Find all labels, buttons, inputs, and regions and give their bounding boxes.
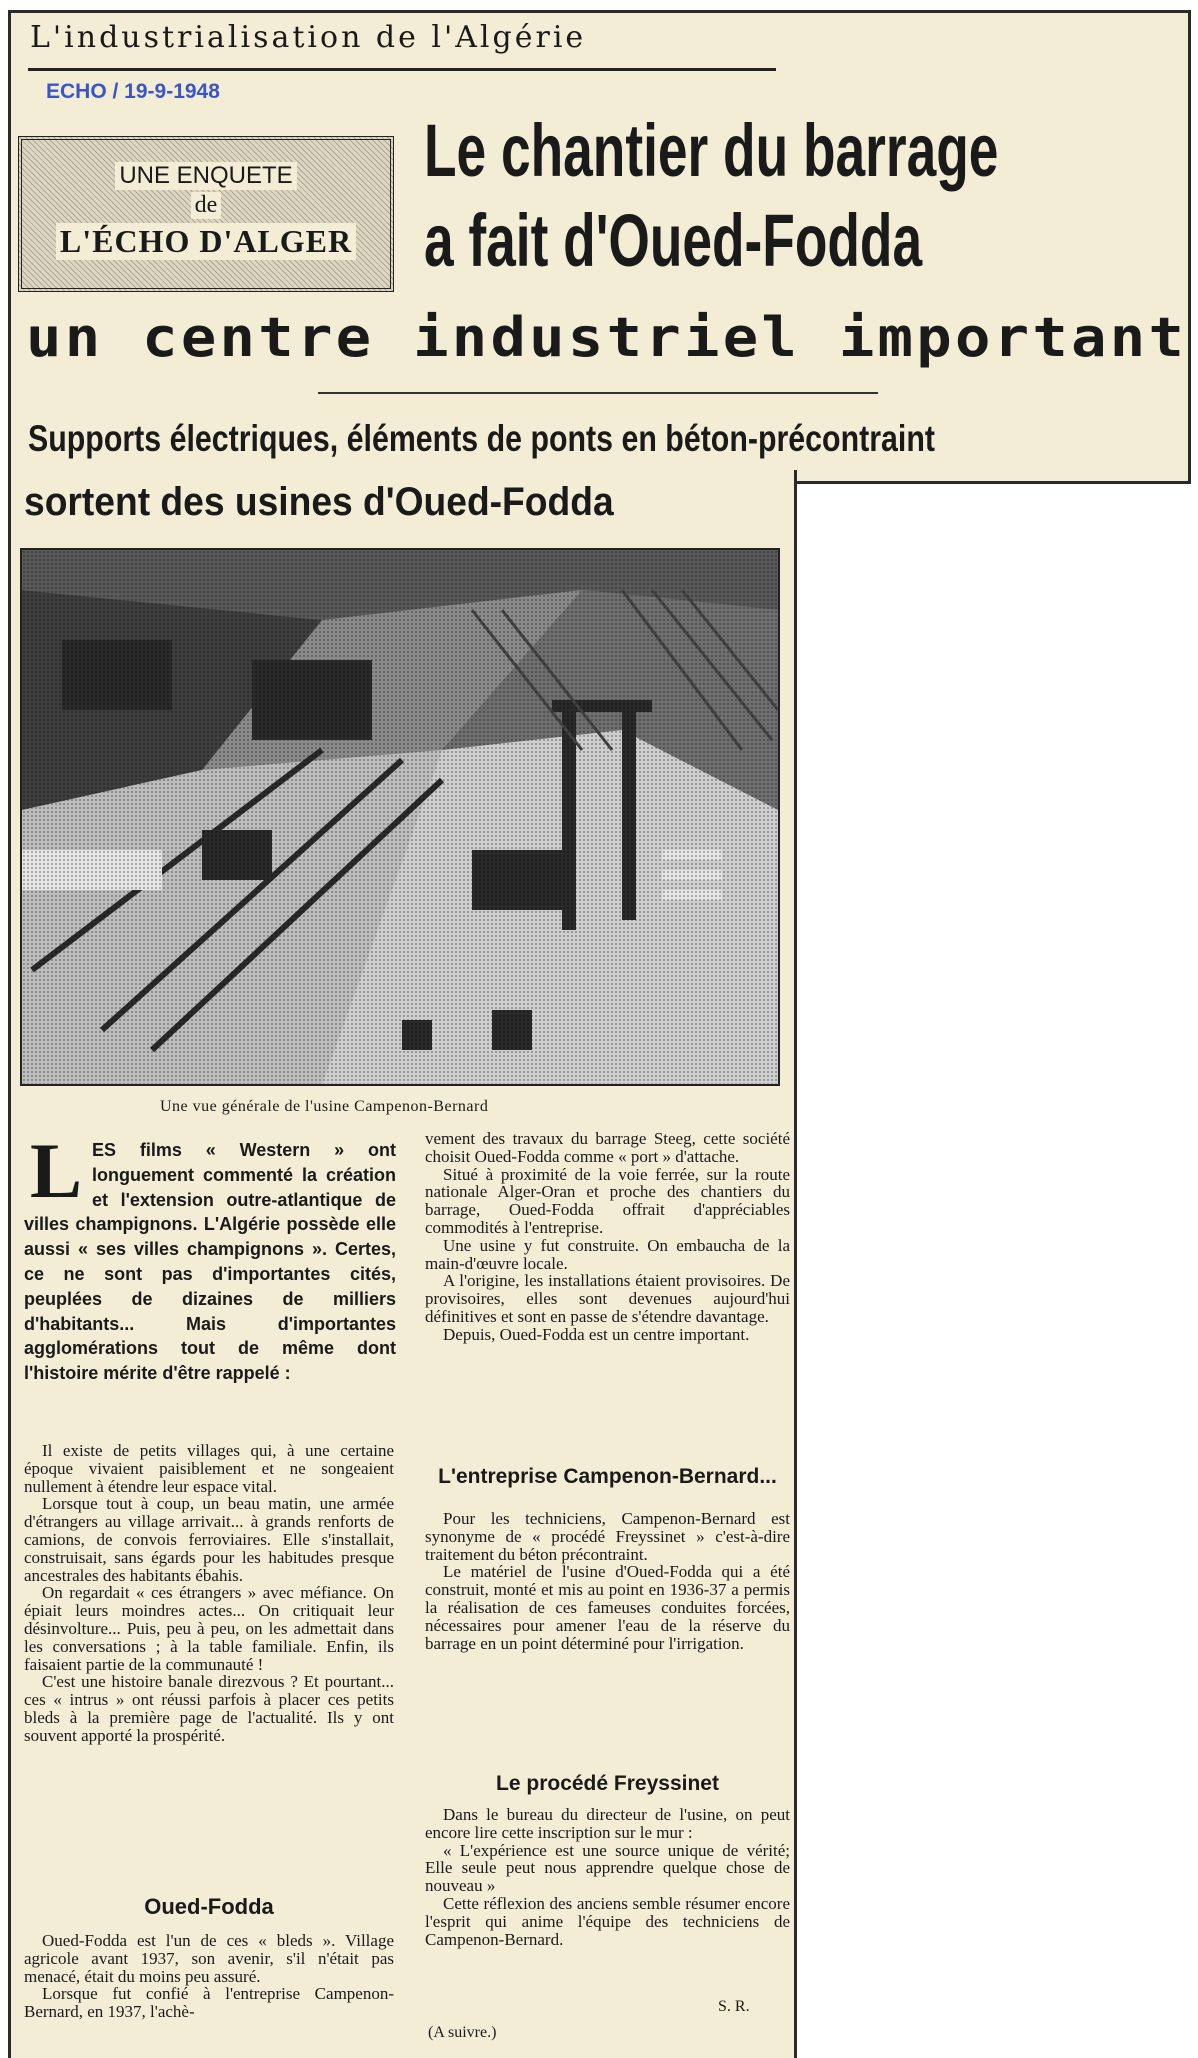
paragraph: Le matériel de l'usine d'Oued-Fodda qui a été construit, monté et mis au point en 1936-37 a permis la réalisation de ces fameuses conduites forcées, nécessaires pour amener l'eau de la réserve du barrage en un point déterminé pour l'irrigation. [425,1562,790,1653]
paragraph: Situé à proximité de la voie ferrée, sur la route nationale Alger-Oran et proche des chantiers du barrage, Oued-Fodda offrait d'appréciables commodités à l'entreprise. [425,1164,790,1237]
subhead-oued-fodda: Oued-Fodda [144,1894,274,1919]
paragraph: Dans le bureau du directeur de l'usine, on peut encore lire cette inscription sur le mur : [425,1805,790,1842]
right-column-body-2 [425,1510,790,1652]
paragraph: Depuis, Oued-Fodda est un centre important. [443,1324,750,1344]
paragraph: Il existe de petits villages qui, à une certaine époque vivaient paisiblement et ne songeaient nullement à étendre leur espace vital. [24,1441,394,1496]
right-column-body-3 [425,1806,790,1948]
section-title: L'industrialisation de l'Algérie [30,20,587,55]
newspaper-name: L'ÉCHO D'ALGER [56,223,356,260]
left-column-body [24,1442,394,1745]
enquete-de: de [191,192,222,219]
subheadline-2: sortent des usines d'Oued-Fodda [24,480,614,524]
enquete-box [18,136,394,292]
continued-note: (A suivre.) [428,2024,497,2041]
headline-line-2: a fait d'Oued-Fodda [424,199,923,282]
photo-caption: Une vue générale de l'usine Campenon-Bernard [160,1098,489,1115]
paragraph: Oued-Fodda est l'un de ces « bleds ». Village agricole avant 1937, son avenir, s'il n'était pas menacé, était du moins peu assuré. [24,1931,394,1986]
headline-line-3: un centre industriel important [26,306,1188,369]
paragraph: « L'expérience est une source unique de vérité; Elle seule peut nous apprendre quelque chose de nouveau » [425,1840,790,1896]
divider [318,392,878,394]
paragraph: Lorsque fut confié à l'entreprise Campenon-Bernard, en 1937, l'achè- [24,1984,394,2022]
author-signature: S. R. [718,1998,750,2015]
subheadline-1: Supports électriques, éléments de ponts en béton-précontraint [28,418,935,459]
headline [424,106,999,286]
right-column-body [425,1130,790,1344]
paragraph: Pour les techniciens, Campenon-Bernard est synonyme de « procédé Freyssinet » c'est-à-dire traitement du béton précontraint. [425,1509,790,1564]
left-column-body-2 [24,1932,394,2021]
factory-photo [20,548,780,1086]
paragraph: C'est une histoire banale direzvous ? Et pourtant... ces « intrus » ont réussi parfois à placer ces petits bleds à la première page de l'actualité. Ils y ont souvent apporté la prospérité. [24,1672,394,1745]
paragraph: Lorsque tout à coup, un beau matin, une armée d'étrangers au village arrivait... à grands renforts de camions, de convois ferroviaires. Elle s'installait, construisait, sans égards pour les habitudes presque ancestrales des habitants ébahis. [24,1494,394,1585]
paragraph: Cette réflexion des anciens semble résumer encore l'esprit qui anime l'équipe des techniciens de Campenon-Bernard. [425,1893,790,1949]
paragraph: On regardait « ces étrangers » avec méfiance. On épiait leurs moindres actes... On critiquait leur désinvolture... Puis, peu à peu, on les admettait dans les conversations ; à la table familiale. Enfin, ils faisaient partie de la communauté ! [24,1583,394,1674]
paragraph: vement des travaux du barrage Steeg, cette société choisit Oued-Fodda comme « port » d'attache. [425,1129,790,1166]
enquete-line: UNE ENQUETE [115,162,296,190]
lead-paragraph [24,1127,396,1386]
drop-cap: L [30,1127,83,1214]
paragraph: Une usine y fut construite. On embaucha de la main-d'œuvre locale. [425,1235,790,1273]
subhead-freyssinet: Le procédé Freyssinet [496,1772,719,1795]
paragraph: A l'origine, les installations étaient provisoires. De provisoires, elles sont devenues aujourd'hui définitives et sont en passe de s'étendre davantage. [425,1271,790,1326]
subhead-campenon: L'entreprise Campenon-Bernard... [438,1465,777,1488]
section-rule [28,68,776,71]
source-label: ECHO / 19-9-1948 [46,80,220,103]
lead-text: ES films « Western » ont longuement commenté la création et l'extension outre-atlantique de villes champignons. L'Algérie possède elle aussi « ses villes champignons ». Certes, ce ne sont pas d'importantes cités, peuplées de dizaines de milliers d'habitants... Mais d'importantes agglomérations tout de même dont l'histoire mérite d'être rappelé : [24,1140,396,1384]
factory-photo-image [22,550,778,1084]
headline-line-1: Le chantier du barrage [424,109,999,192]
